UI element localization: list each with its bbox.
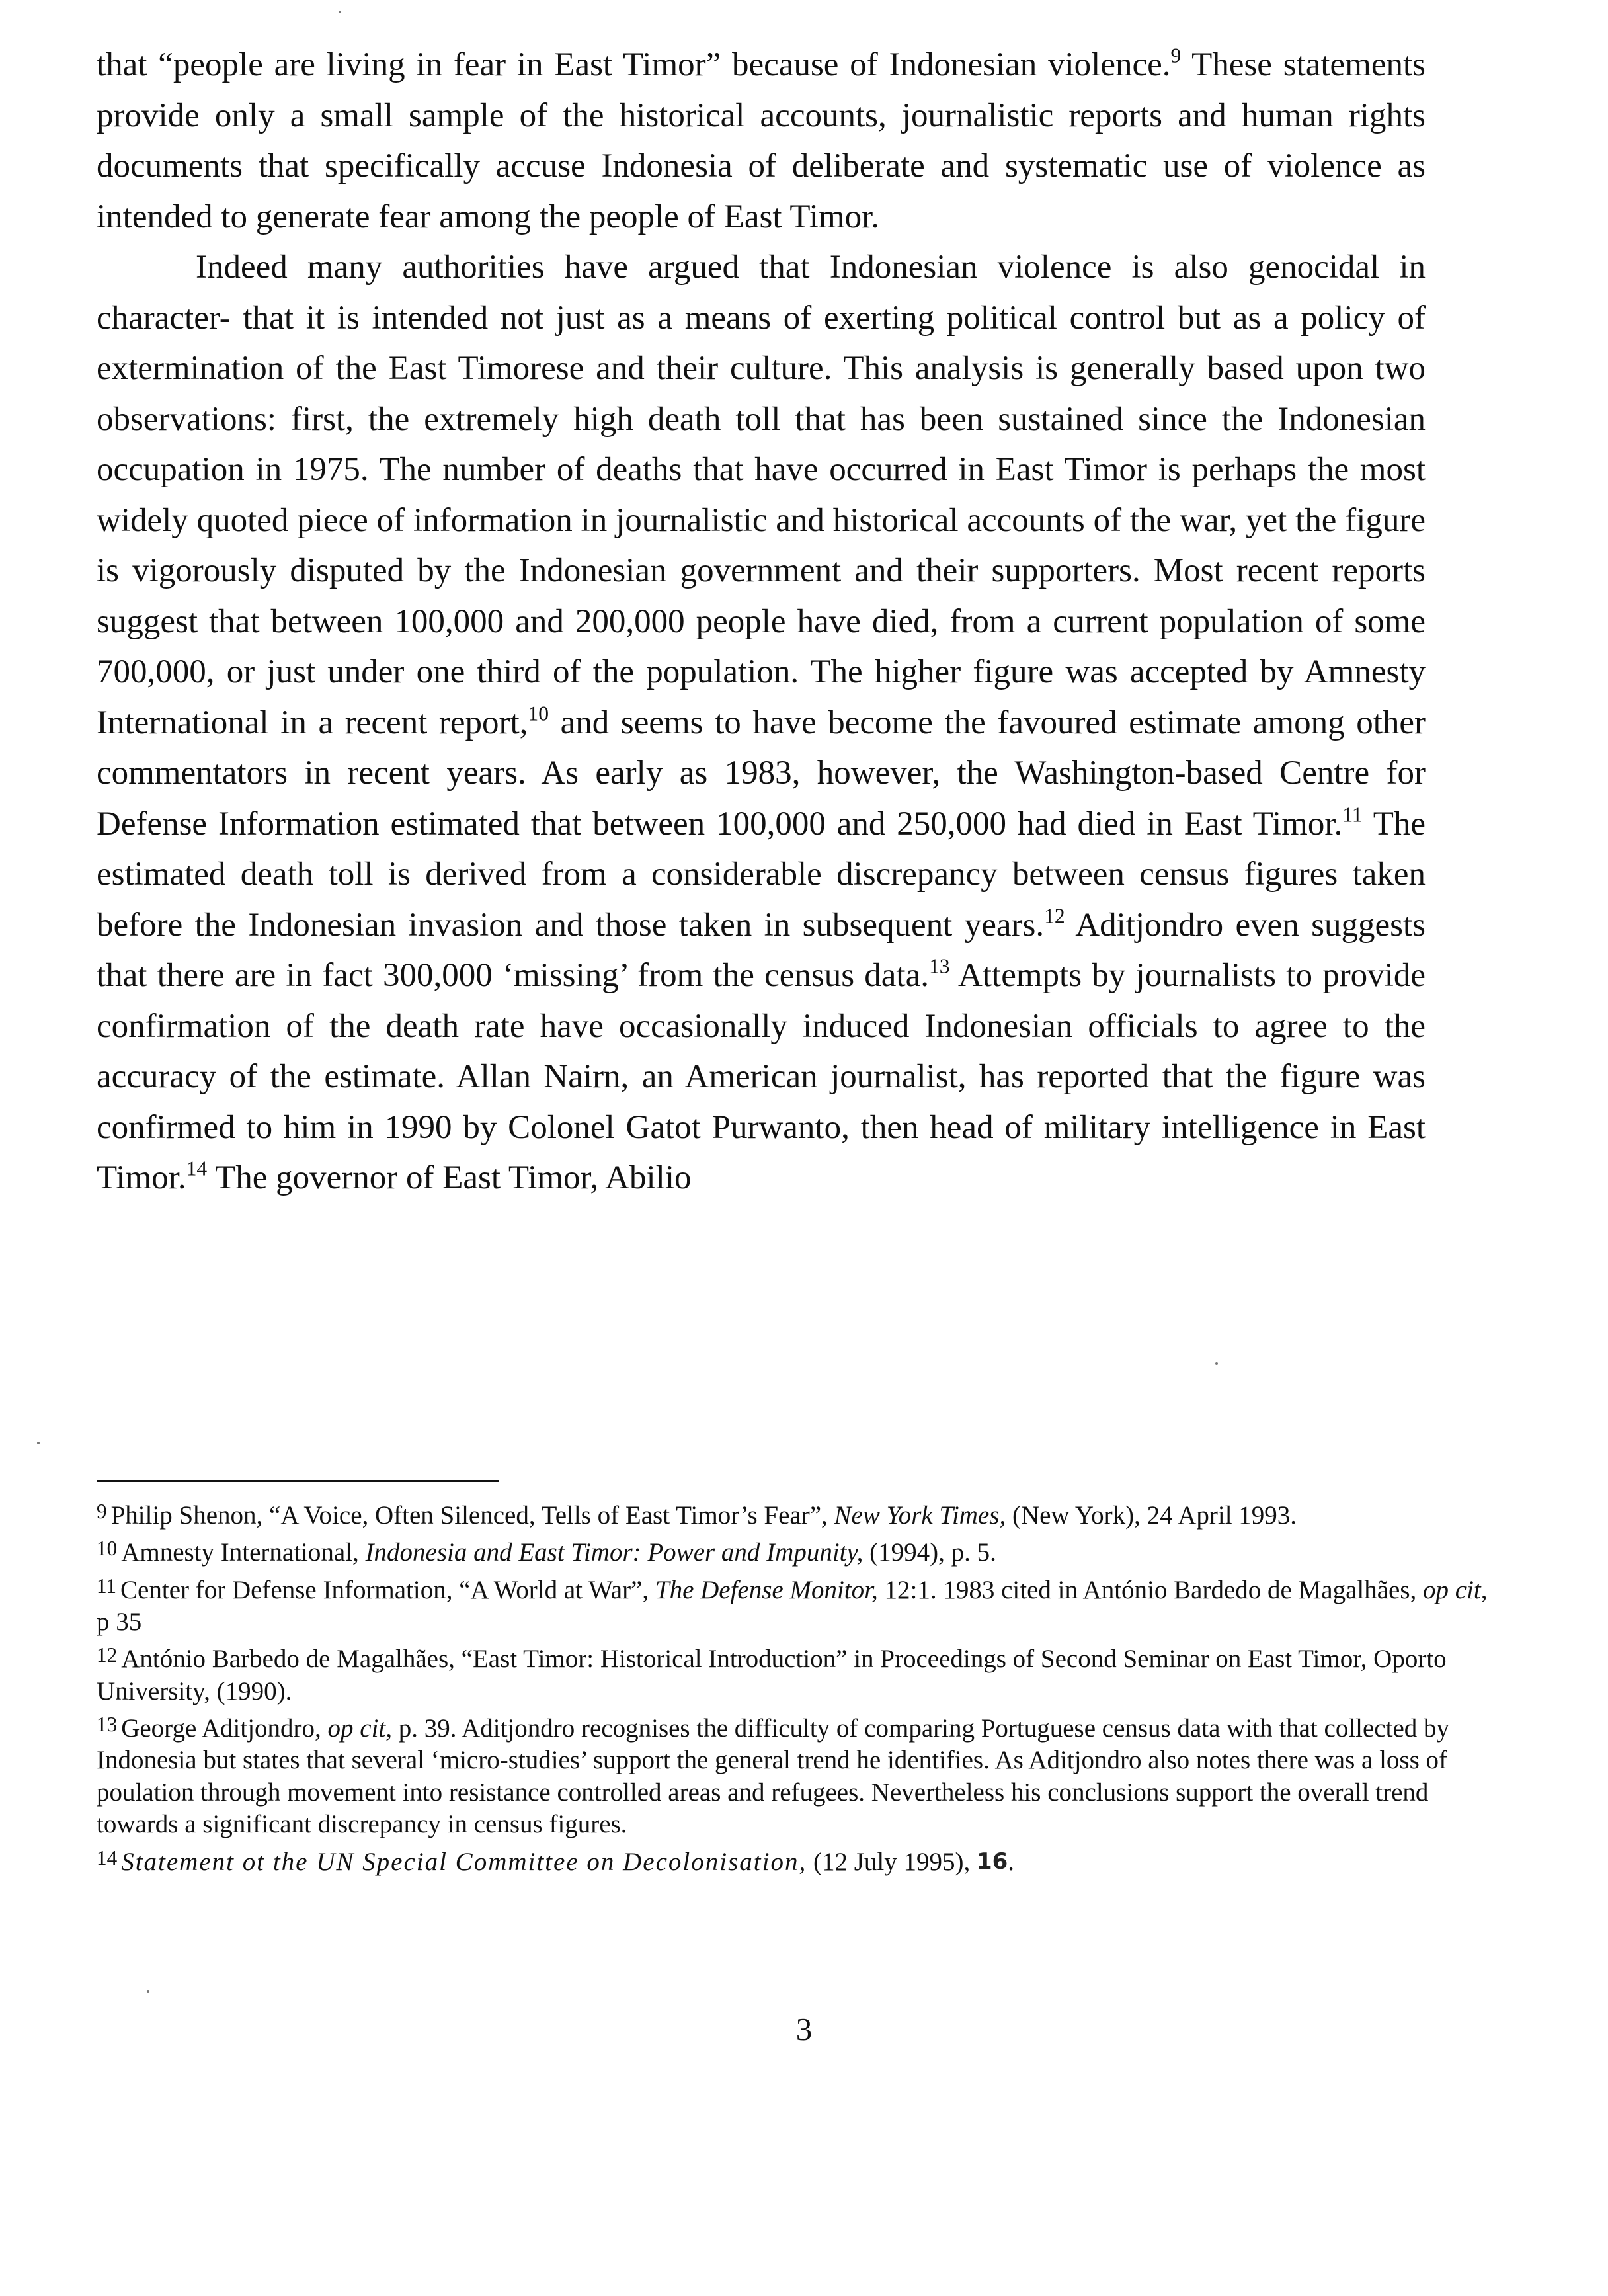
footnote-text: p 35	[97, 1607, 142, 1636]
footnote-ref-14: 14	[186, 1157, 208, 1180]
footnote-number: 12	[97, 1643, 118, 1667]
footnote-separator	[97, 1480, 499, 1482]
footnote-10	[97, 1533, 1498, 1569]
body-text	[97, 40, 1426, 1204]
footnote-number: 11	[97, 1574, 117, 1598]
footnote-ref-12: 12	[1044, 903, 1065, 927]
footnote-title: The Defense Monitor,	[655, 1575, 878, 1604]
footnote-text: 12:1. 1983 cited in António Bardedo de Magalhães,	[877, 1575, 1424, 1604]
footnote-13	[97, 1709, 1498, 1841]
footnote-ref-9: 9	[1170, 44, 1182, 67]
footnote-number: 14	[97, 1846, 118, 1869]
paragraph-text: that “people are living in fear in East Timor” because of Indonesian violence.	[97, 46, 1171, 83]
footnote-number: 9	[97, 1500, 107, 1523]
paragraph-text: The governor of East Timor, Abilio	[207, 1159, 692, 1196]
footnote-title: Indonesia and East Timor: Power and Impunity,	[365, 1538, 864, 1567]
paragraph-2	[97, 242, 1426, 1204]
footnote-title: op cit,	[327, 1713, 392, 1742]
paragraph-text: and seems to have become the favoured estimate among other commentators in recent years. As early as 1983, however, the Washington-based Centre for Defense Information estimated that between 100,000 and 250,000 had died in East Timor.	[97, 704, 1426, 842]
footnote-title: Statement ot the UN Special Committee on Decolonisation,	[121, 1847, 807, 1876]
footnote-title: op cit,	[1423, 1575, 1488, 1604]
footnote-text: Amnesty International,	[121, 1538, 366, 1567]
footnote-11	[97, 1571, 1498, 1639]
page-number: 3	[795, 2011, 813, 2047]
scan-speck	[37, 1442, 40, 1444]
paragraph-text: Attempts by journalists to provide confirmation of the death rate have occasionally induced Indonesian officials to agree to the accuracy of the estimate. Allan Nairn, an American journalist, has reported that the figure was confirmed to him in 1990 by Colonel Gatot Purwanto, then head of military intelligence in East Timor.	[97, 957, 1426, 1196]
scan-speck	[147, 1990, 149, 1993]
footnote-14	[97, 1842, 1498, 1879]
footnote-12	[97, 1639, 1498, 1707]
footnote-text: George Aditjondro,	[121, 1713, 328, 1742]
footnote-text: António Barbedo de Magalhães, “East Timor: Historical Introduction” in Proceedings of Second Seminar on East Timor, Oporto University, (1990).	[97, 1645, 1447, 1705]
footnote-ref-11: 11	[1342, 802, 1363, 826]
paragraph-text: Aditjondro even suggests that there are in fact 300,000 ‘missing’ from the census data.	[97, 906, 1426, 994]
footnote-text: .	[1008, 1847, 1015, 1876]
footnote-number: 10	[97, 1537, 118, 1561]
scan-speck	[339, 11, 341, 13]
footnote-number: 13	[97, 1713, 118, 1737]
footnote-text: p. 39. Aditjondro recognises the difficulty of comparing Portuguese census data with that collected by Indonesia but states that several ‘micro-studies’ support the general trend he identifies. As Aditjondro also notes there was a loss of poulation through movement into resistance controlled areas and refugees. Nevertheless his conclusions support the overall trend towards a significant discrepancy in census figures.	[97, 1713, 1449, 1839]
footnote-title: New York Times,	[834, 1500, 1006, 1530]
footnote-text: (New York), 24 April 1993.	[1006, 1500, 1297, 1530]
paragraph-text: The estimated death toll is derived from a considerable discrepancy between census figures taken before the Indonesian invasion and those taken in subsequent years.	[97, 805, 1426, 944]
paragraph-text: Indeed many authorities have argued that Indonesian violence is also genocidal in character- that it is intended not just as a means of exerting political control but as a policy of extermination of the East Timorese and their culture. This analysis is generally based upon two observations: first, the extremely high death toll that has been sustained since the Indonesian occupation in 1975. The number of deaths that have occurred in East Timor is perhaps the most widely quoted piece of information in journalistic and historical accounts of the war, yet the figure is vigorously disputed by the Indonesian government and their supporters. Most recent reports suggest that between 100,000 and 200,000 people have died, from a current population of some 700,000, or just under one third of the population. The higher figure was accepted by Amnesty International in a recent report,	[97, 249, 1426, 741]
footnote-ref-13: 13	[929, 954, 950, 978]
scan-speck	[1215, 1362, 1218, 1365]
footnote-ref-10: 10	[528, 701, 549, 725]
footnote-9	[97, 1496, 1498, 1532]
footnote-text: (1994), p. 5.	[863, 1538, 996, 1567]
footnote-text: Philip Shenon, “A Voice, Often Silenced, Tells of East Timor’s Fear”,	[110, 1500, 834, 1530]
footnote-text: Center for Defense Information, “A World at War”,	[120, 1575, 655, 1604]
paragraph-text: These statements provide only a small sample of the historical accounts, journalistic reports and human rights documents that specifically accuse Indonesia of deliberate and systematic use of violence as intended to generate fear among the people of East Timor.	[97, 46, 1426, 235]
footnote-text: (12 July 1995),	[807, 1847, 977, 1876]
footnotes	[97, 1496, 1498, 1880]
paragraph-1	[97, 40, 1426, 242]
handwritten-correction: 16	[976, 1848, 1008, 1875]
